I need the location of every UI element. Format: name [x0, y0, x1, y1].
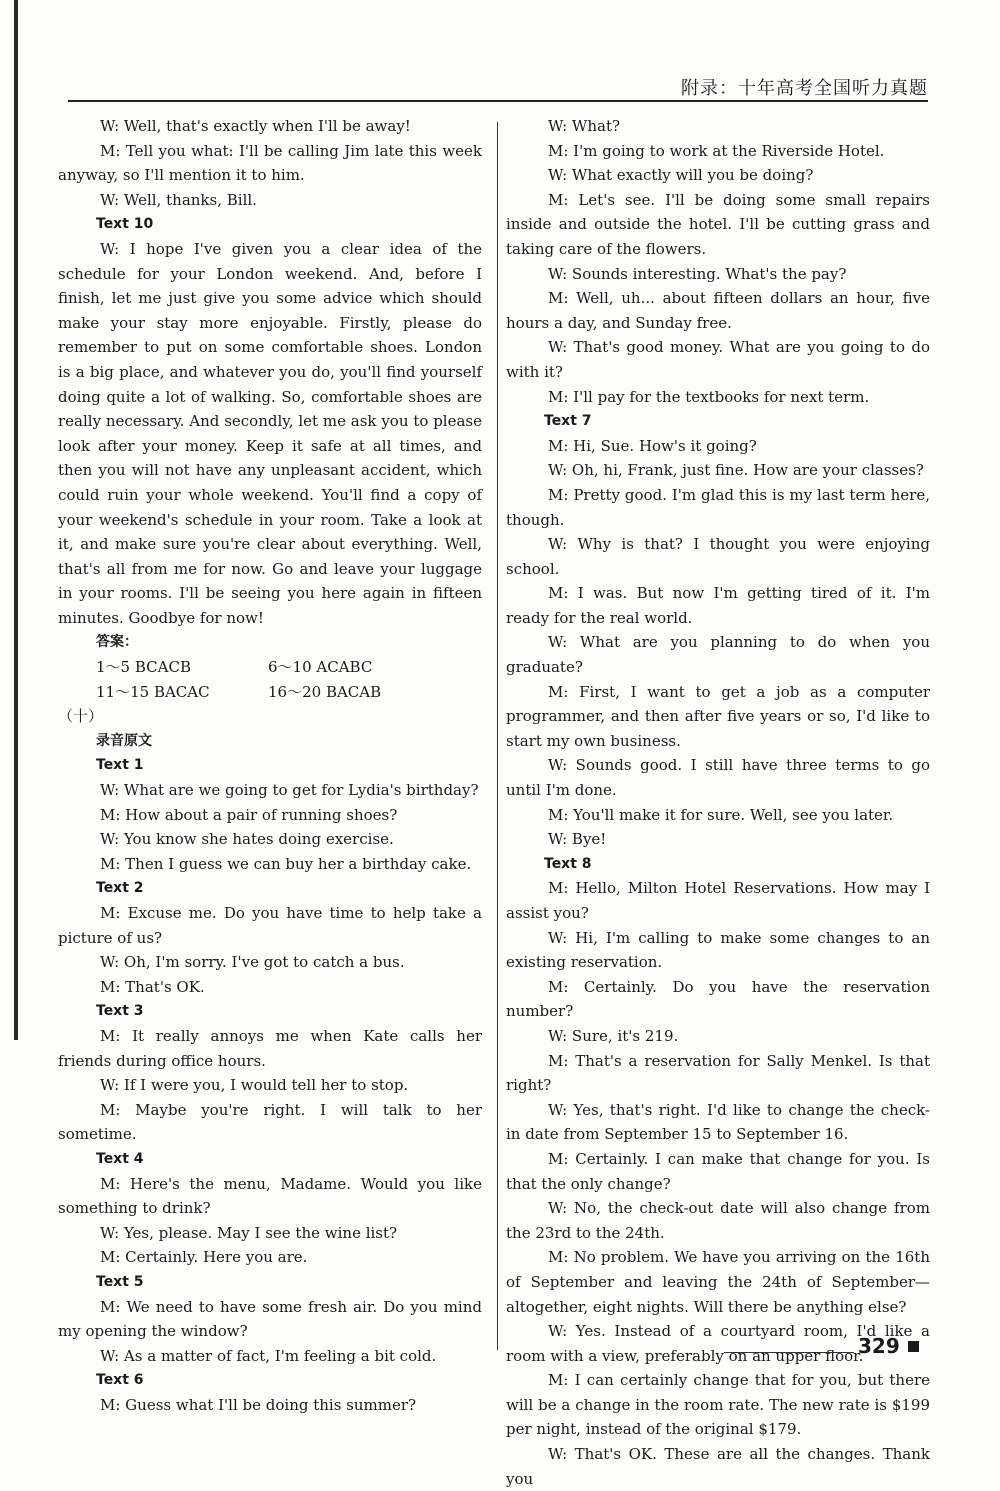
dialogue-line: W: Well, that's exactly when I'll be away! [100, 117, 411, 135]
dialogue-line: M: Well, uh... about fifteen dollars an hour, five hours a day, and Sunday free. [506, 289, 930, 332]
answer-group: 6～10 ACABC [268, 658, 373, 677]
dialogue-line: M: First, I want to get a job as a computer programmer, and then after five years or so, I'd like to start my own business. [506, 682, 930, 750]
dialogue-line: M: How about a pair of running shoes? [100, 805, 398, 824]
dialogue-line: M: Let's see. I'll be doing some small repairs inside and outside the hotel. I'll be cutting grass and taking care of the flowers. [506, 190, 930, 258]
dialogue-line: M: That's a reservation for Sally Menkel. Is that right? [506, 1051, 930, 1095]
section-heading: Text 6 [96, 1372, 144, 1389]
dialogue-line: W: What are you planning to do when you graduate? [506, 633, 930, 677]
answer-group: 1～5 BCACB [96, 658, 191, 677]
dialogue-line: M: I was. But now I'm getting tired of it. I'm ready for the real world. [506, 584, 930, 627]
dialogue-line: W: Oh, hi, Frank, just fine. How are your classes? [548, 461, 924, 480]
answer-group: 11～15 BACAC [96, 682, 210, 701]
dialogue-line: W: You know she hates doing exercise. [100, 830, 394, 849]
dialogue-line: M: Here's the menu, Madame. Would you like something to drink? [58, 1174, 482, 1218]
page-number: 329 [858, 1334, 900, 1358]
section-heading: Text 2 [96, 880, 144, 897]
dialogue-line: W: I hope I've given you a clear idea of the schedule for your London weekend. And, before I finish, let me just give you some advice which should make your stay more enjoyable. Firstly, please do remember to put on some comfortable shoes. London is a big place, and whatever you do, you'll find yourself doing quite a lot of walking. So, comfortable shoes are really necessary. And secondly, let me ask you to please look after your money. Keep it safe at all times, and then you will not have any unpleasant accident, which could ruin your whole weekend. You'll find a copy of your weekend's schedule in your room. Take a look at it, and make sure you're clear about everything. Well, that's all from me for now. Go and leave your luggage in your rooms. I'll be seeing you here again in fifteen minutes. Goodbye for now! [58, 239, 482, 627]
dialogue-line: W: Sounds good. I still have three terms to go until I'm done. [506, 756, 930, 800]
dialogue-line: W: Yes, that's right. I'd like to change the check-in date from September 15 to September 16. [506, 1100, 930, 1144]
section-heading: Text 7 [544, 413, 592, 430]
header-rule [68, 100, 928, 102]
dialogue-line: M: Pretty good. I'm glad this is my last term here, though. [506, 485, 930, 529]
dialogue-line: W: Bye! [548, 830, 607, 849]
dialogue-line: M: You'll make it for sure. Well, see you later. [548, 805, 894, 824]
dialogue-line: M: I can certainly change that for you, but there will be a change in the room rate. The new rate is $199 per night, instead of the original $179. [506, 1371, 930, 1439]
dialogue-line: M: That's OK. [100, 977, 205, 996]
section-heading: Text 1 [96, 757, 144, 774]
dialogue-line: W: Sounds interesting. What's the pay? [548, 264, 847, 283]
answer-group: 16～20 BACAB [268, 682, 382, 701]
footer-rule [724, 1352, 854, 1353]
dialogue-line: W: Oh, I'm sorry. I've got to catch a bus. [100, 953, 405, 972]
dialogue-line: M: Then I guess we can buy her a birthday cake. [100, 854, 472, 873]
binding-edge [14, 0, 18, 1040]
dialogue-line: M: It really annoys me when Kate calls her friends during office hours. [58, 1026, 482, 1070]
running-header: 附录：十年高考全国听力真题 [681, 78, 928, 99]
answer-row [58, 680, 482, 705]
dialogue-line: W: What are we going to get for Lydia's birthday? [100, 781, 479, 800]
dialogue-line: M: Maybe you're right. I will talk to her sometime. [58, 1100, 482, 1144]
dialogue-line: W: If I were you, I would tell her to stop. [100, 1076, 409, 1095]
answer-row [58, 655, 482, 680]
left-column [58, 114, 482, 1417]
section-heading: Text 8 [544, 855, 592, 872]
dialogue-line: M: Certainly. Here you are. [100, 1248, 308, 1267]
dialogue-line: M: Certainly. I can make that change for you. Is that the only change? [506, 1149, 930, 1193]
right-column [506, 114, 930, 1491]
dialogue-line: W: What? [548, 117, 621, 135]
section-heading: Text 10 [96, 216, 154, 233]
dialogue-line: W: Well, thanks, Bill. [100, 190, 257, 209]
section-heading: Text 3 [96, 1003, 144, 1020]
dialogue-line: M: I'm going to work at the Riverside Hotel. [548, 141, 885, 160]
dialogue-line: M: Certainly. Do you have the reservation number? [506, 977, 930, 1021]
dialogue-line: M: Hi, Sue. How's it going? [548, 436, 757, 455]
section-heading: Text 4 [96, 1150, 144, 1167]
dialogue-line: W: That's good money. What are you going to do with it? [506, 338, 930, 381]
dialogue-line: M: Guess what I'll be doing this summer? [100, 1395, 417, 1414]
section-heading: Text 5 [96, 1273, 144, 1290]
dialogue-line: W: No, the check-out date will also change from the 23rd to the 24th. [506, 1199, 930, 1242]
section-heading: 录音原文 [96, 732, 152, 749]
page-marker-square [908, 1341, 919, 1352]
dialogue-line: M: I'll pay for the textbooks for next term. [548, 387, 870, 406]
dialogue-line: M: We need to have some fresh air. Do you mind my opening the window? [58, 1297, 482, 1341]
dialogue-line: W: That's OK. These are all the changes. Thank you [506, 1445, 930, 1488]
dialogue-line: W: Yes. Instead of a courtyard room, I'd like a room with a view, preferably on an upper floor. [506, 1322, 930, 1365]
dialogue-line: M: Tell you what: I'll be calling Jim late this week anyway, so I'll mention it to him. [58, 141, 482, 185]
section-number: （十） [58, 707, 104, 726]
dialogue-line: W: As a matter of fact, I'm feeling a bit cold. [100, 1346, 437, 1365]
dialogue-line: M: Hello, Milton Hotel Reservations. How may I assist you? [506, 879, 930, 922]
dialogue-line: W: Hi, I'm calling to make some changes to an existing reservation. [506, 928, 930, 972]
dialogue-line: W: Yes, please. May I see the wine list? [100, 1223, 398, 1242]
dialogue-line: W: Sure, it's 219. [548, 1026, 679, 1045]
dialogue-line: M: Excuse me. Do you have time to help take a picture of us? [58, 904, 482, 947]
dialogue-line: W: What exactly will you be doing? [548, 166, 814, 185]
column-divider [497, 122, 498, 1350]
section-heading: 答案： [96, 634, 138, 651]
dialogue-line: W: Why is that? I thought you were enjoying school. [506, 535, 930, 578]
dialogue-line: M: No problem. We have you arriving on the 16th of September and leaving the 24th of September—altogether, eight nights. Will there be anything else? [506, 1248, 930, 1316]
